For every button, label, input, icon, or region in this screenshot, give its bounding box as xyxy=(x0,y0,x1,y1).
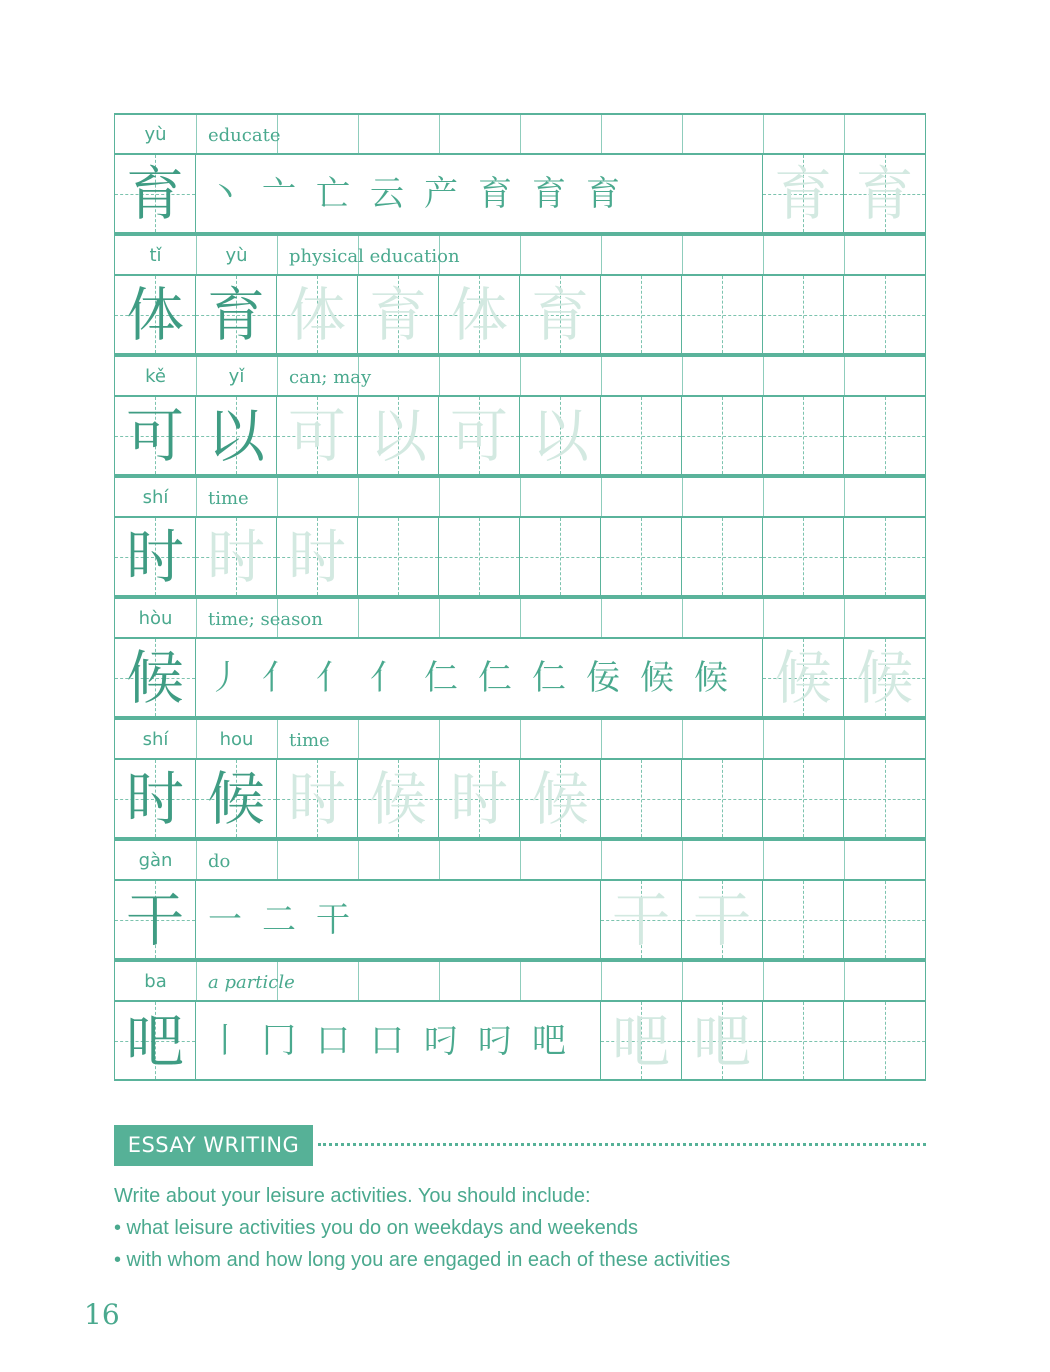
blank-practice-cell[interactable] xyxy=(358,518,439,595)
trace-cell[interactable] xyxy=(520,276,601,353)
model-character-cell xyxy=(115,155,196,232)
essay-bullet-2: • with whom and how long you are engaged in each of these activities xyxy=(114,1249,731,1271)
grid-line xyxy=(196,115,197,153)
guide-line xyxy=(885,1002,886,1079)
grid-line xyxy=(763,962,764,1000)
trace-character: 可 xyxy=(449,401,508,470)
blank-practice-cell[interactable] xyxy=(439,518,520,595)
pinyin-label: gàn xyxy=(138,850,173,871)
pinyin-label: shí xyxy=(142,487,169,508)
trace-cell[interactable] xyxy=(763,639,844,716)
trace-cell[interactable] xyxy=(358,397,439,474)
essay-bullet-1: • what leisure activities you do on weekdays and weekends xyxy=(114,1217,638,1239)
model-character-cell xyxy=(196,276,277,353)
model-character-cell xyxy=(115,639,196,716)
pinyin-label: yù xyxy=(144,124,167,145)
stroke-step: 冂 xyxy=(262,1021,296,1061)
grid-line xyxy=(196,841,197,879)
pinyin-label: tǐ xyxy=(149,245,162,266)
stroke-step: 亻 xyxy=(316,658,350,698)
grid-line xyxy=(358,599,359,637)
stroke-step: 产 xyxy=(424,174,458,214)
grid-line xyxy=(439,478,440,516)
stroke-step: 丨 xyxy=(208,1021,242,1061)
guide-line xyxy=(885,881,886,958)
trace-cell[interactable] xyxy=(520,760,601,837)
blank-practice-cell[interactable] xyxy=(844,760,925,837)
grid-line xyxy=(439,357,440,395)
trace-character: 育 xyxy=(773,159,832,228)
guide-line xyxy=(803,518,804,595)
stroke-step: 候 xyxy=(640,658,674,698)
blank-practice-cell[interactable] xyxy=(601,276,682,353)
stroke-step: 亠 xyxy=(262,174,296,214)
trace-character: 体 xyxy=(287,280,346,349)
stroke-step: 丶 xyxy=(208,174,242,214)
grid-line xyxy=(439,720,440,758)
english-gloss: a particle xyxy=(208,972,295,993)
trace-cell[interactable] xyxy=(601,1002,682,1079)
model-character: 时 xyxy=(125,522,184,591)
trace-cell[interactable] xyxy=(439,276,520,353)
grid-line xyxy=(763,720,764,758)
stroke-order-box xyxy=(196,1002,601,1079)
english-gloss: educate xyxy=(208,125,281,146)
grid-line xyxy=(358,115,359,153)
grid-line xyxy=(844,841,845,879)
grid-line xyxy=(358,478,359,516)
blank-practice-cell[interactable] xyxy=(601,397,682,474)
stroke-step: 丿 xyxy=(208,658,242,698)
trace-character: 候 xyxy=(855,643,914,712)
grid-line xyxy=(520,720,521,758)
grid-line xyxy=(439,115,440,153)
guide-line xyxy=(885,760,886,837)
grid-line xyxy=(601,115,602,153)
grid-line xyxy=(601,962,602,1000)
grid-line xyxy=(763,236,764,274)
grid-line xyxy=(682,478,683,516)
dotted-divider xyxy=(318,1143,926,1146)
stroke-step: 干 xyxy=(316,900,350,940)
english-gloss: can; may xyxy=(289,367,372,388)
trace-character: 候 xyxy=(530,764,589,833)
blank-practice-cell[interactable] xyxy=(763,1002,844,1079)
guide-line xyxy=(885,397,886,474)
grid-line xyxy=(196,599,197,637)
model-character-cell xyxy=(115,760,196,837)
grid-line xyxy=(358,962,359,1000)
guide-line xyxy=(641,760,642,837)
blank-practice-cell[interactable] xyxy=(844,518,925,595)
stroke-step: 吧 xyxy=(532,1021,566,1061)
grid-line xyxy=(196,962,197,1000)
model-character: 育 xyxy=(125,159,184,228)
trace-cell[interactable] xyxy=(277,760,358,837)
model-character-cell xyxy=(115,881,196,958)
grid-line xyxy=(520,599,521,637)
trace-cell[interactable] xyxy=(358,760,439,837)
trace-character: 可 xyxy=(287,401,346,470)
guide-line xyxy=(398,518,399,595)
stroke-step: 仁 xyxy=(424,658,458,698)
guide-line xyxy=(560,518,561,595)
grid-line xyxy=(196,478,197,516)
stroke-order-box xyxy=(196,639,763,716)
trace-cell[interactable] xyxy=(277,518,358,595)
grid-line xyxy=(763,478,764,516)
stroke-step: 佞 xyxy=(586,658,620,698)
trace-character: 时 xyxy=(449,764,508,833)
pinyin-label: yù xyxy=(225,245,248,266)
pinyin-row xyxy=(114,718,926,758)
essay-writing-tag: ESSAY WRITING xyxy=(114,1125,313,1166)
grid-line xyxy=(682,115,683,153)
grid-line xyxy=(763,115,764,153)
pinyin-row xyxy=(114,355,926,395)
stroke-step: 育 xyxy=(532,174,566,214)
grid-line xyxy=(682,841,683,879)
stroke-step: 一 xyxy=(208,900,242,940)
grid-line xyxy=(601,236,602,274)
trace-character: 候 xyxy=(773,643,832,712)
trace-character: 体 xyxy=(449,280,508,349)
trace-cell[interactable] xyxy=(520,397,601,474)
trace-cell[interactable] xyxy=(763,155,844,232)
blank-practice-cell[interactable] xyxy=(763,276,844,353)
trace-cell[interactable] xyxy=(196,518,277,595)
trace-character: 时 xyxy=(206,522,265,591)
guide-line xyxy=(885,518,886,595)
trace-character: 时 xyxy=(287,522,346,591)
stroke-step: 口 xyxy=(316,1021,350,1061)
trace-cell[interactable] xyxy=(844,639,925,716)
character-row xyxy=(114,1000,926,1081)
model-character: 时 xyxy=(125,764,184,833)
trace-cell[interactable] xyxy=(439,760,520,837)
pinyin-row xyxy=(114,960,926,1000)
model-character: 育 xyxy=(206,280,265,349)
trace-cell[interactable] xyxy=(601,881,682,958)
guide-line xyxy=(803,881,804,958)
model-character-cell xyxy=(115,397,196,474)
grid-line xyxy=(358,841,359,879)
stroke-step: 候 xyxy=(694,658,728,698)
stroke-step: 亻 xyxy=(370,658,404,698)
grid-line xyxy=(844,962,845,1000)
model-character-cell xyxy=(115,518,196,595)
grid-line xyxy=(601,599,602,637)
grid-line xyxy=(763,599,764,637)
trace-cell[interactable] xyxy=(277,397,358,474)
pinyin-row xyxy=(114,476,926,516)
model-character: 体 xyxy=(125,280,184,349)
grid-line xyxy=(277,357,278,395)
grid-line xyxy=(520,962,521,1000)
model-character: 候 xyxy=(206,764,265,833)
trace-character: 吧 xyxy=(611,1006,670,1075)
blank-practice-cell[interactable] xyxy=(763,397,844,474)
page-number: 16 xyxy=(84,1298,120,1331)
trace-character: 以 xyxy=(368,401,427,470)
trace-cell[interactable] xyxy=(277,276,358,353)
english-gloss: physical education xyxy=(289,246,460,267)
trace-character: 干 xyxy=(611,885,670,954)
stroke-step: 育 xyxy=(586,174,620,214)
character-practice-grid xyxy=(114,113,926,1081)
blank-practice-cell[interactable] xyxy=(763,760,844,837)
guide-line xyxy=(803,1002,804,1079)
essay-prompt: Write about your leisure activities. You should include: xyxy=(114,1185,591,1207)
grid-line xyxy=(682,599,683,637)
grid-line xyxy=(277,841,278,879)
trace-character: 育 xyxy=(855,159,914,228)
english-gloss: time; season xyxy=(208,609,323,630)
stroke-step: 亡 xyxy=(316,174,350,214)
grid-line xyxy=(520,357,521,395)
stroke-step: 仁 xyxy=(532,658,566,698)
model-character: 候 xyxy=(125,643,184,712)
pinyin-label: yǐ xyxy=(228,366,245,387)
guide-line xyxy=(641,518,642,595)
grid-line xyxy=(844,720,845,758)
model-character: 吧 xyxy=(125,1006,184,1075)
grid-line xyxy=(520,115,521,153)
blank-practice-cell[interactable] xyxy=(682,518,763,595)
english-gloss: time xyxy=(289,730,330,751)
grid-line xyxy=(682,357,683,395)
stroke-step: 亻 xyxy=(262,658,296,698)
blank-practice-cell[interactable] xyxy=(520,518,601,595)
guide-line xyxy=(803,276,804,353)
pinyin-row xyxy=(114,234,926,274)
trace-cell[interactable] xyxy=(844,155,925,232)
blank-practice-cell[interactable] xyxy=(844,276,925,353)
trace-character: 候 xyxy=(368,764,427,833)
blank-practice-cell[interactable] xyxy=(682,760,763,837)
grid-line xyxy=(601,841,602,879)
stroke-step: 云 xyxy=(370,174,404,214)
guide-line xyxy=(885,276,886,353)
pinyin-label: hòu xyxy=(138,608,173,629)
pinyin-label: shí xyxy=(142,729,169,750)
grid-line xyxy=(601,720,602,758)
grid-line xyxy=(601,357,602,395)
stroke-step: 仁 xyxy=(478,658,512,698)
trace-cell[interactable] xyxy=(682,881,763,958)
blank-practice-cell[interactable] xyxy=(844,397,925,474)
guide-line xyxy=(641,397,642,474)
grid-line xyxy=(844,115,845,153)
grid-line xyxy=(277,236,278,274)
grid-line xyxy=(520,478,521,516)
model-character: 以 xyxy=(206,401,265,470)
character-row xyxy=(114,153,926,234)
character-row xyxy=(114,637,926,718)
pinyin-label: ba xyxy=(144,971,167,992)
model-character-cell xyxy=(115,1002,196,1079)
grid-line xyxy=(439,841,440,879)
trace-cell[interactable] xyxy=(439,397,520,474)
blank-practice-cell[interactable] xyxy=(682,397,763,474)
stroke-step: 叼 xyxy=(424,1021,458,1061)
pinyin-label: kě xyxy=(145,366,166,387)
pinyin-row xyxy=(114,839,926,879)
guide-line xyxy=(803,760,804,837)
grid-line xyxy=(682,236,683,274)
grid-line xyxy=(439,599,440,637)
grid-line xyxy=(682,962,683,1000)
guide-line xyxy=(722,760,723,837)
blank-practice-cell[interactable] xyxy=(763,518,844,595)
model-character-cell xyxy=(196,760,277,837)
pinyin-row xyxy=(114,113,926,153)
guide-line xyxy=(722,276,723,353)
blank-practice-cell[interactable] xyxy=(763,881,844,958)
grid-line xyxy=(844,599,845,637)
blank-practice-cell[interactable] xyxy=(601,518,682,595)
guide-line xyxy=(722,397,723,474)
stroke-step: 育 xyxy=(478,174,512,214)
guide-line xyxy=(722,518,723,595)
blank-practice-cell[interactable] xyxy=(844,1002,925,1079)
english-gloss: do xyxy=(208,851,231,872)
trace-character: 育 xyxy=(368,280,427,349)
stroke-order-box xyxy=(196,155,763,232)
grid-line xyxy=(844,357,845,395)
model-character-cell xyxy=(196,397,277,474)
grid-line xyxy=(844,478,845,516)
trace-cell[interactable] xyxy=(358,276,439,353)
character-row xyxy=(114,879,926,960)
model-character-cell xyxy=(115,276,196,353)
grid-line xyxy=(277,720,278,758)
grid-line xyxy=(439,962,440,1000)
blank-practice-cell[interactable] xyxy=(682,276,763,353)
character-row xyxy=(114,274,926,355)
model-character: 干 xyxy=(125,885,184,954)
grid-line xyxy=(601,478,602,516)
grid-line xyxy=(520,841,521,879)
trace-character: 干 xyxy=(692,885,751,954)
trace-cell[interactable] xyxy=(682,1002,763,1079)
character-row xyxy=(114,516,926,597)
model-character: 可 xyxy=(125,401,184,470)
character-row xyxy=(114,395,926,476)
guide-line xyxy=(641,276,642,353)
grid-line xyxy=(763,841,764,879)
trace-character: 以 xyxy=(530,401,589,470)
trace-character: 时 xyxy=(287,764,346,833)
character-row xyxy=(114,758,926,839)
blank-practice-cell[interactable] xyxy=(601,760,682,837)
grid-line xyxy=(844,236,845,274)
pinyin-label: hou xyxy=(219,729,254,750)
guide-line xyxy=(479,518,480,595)
grid-line xyxy=(520,236,521,274)
stroke-order-box xyxy=(196,881,601,958)
trace-character: 育 xyxy=(530,280,589,349)
grid-line xyxy=(682,720,683,758)
stroke-step: 叼 xyxy=(478,1021,512,1061)
guide-line xyxy=(803,397,804,474)
grid-line xyxy=(358,720,359,758)
stroke-step: 二 xyxy=(262,900,296,940)
blank-practice-cell[interactable] xyxy=(844,881,925,958)
stroke-step: 口 xyxy=(370,1021,404,1061)
grid-line xyxy=(763,357,764,395)
pinyin-row xyxy=(114,597,926,637)
grid-line xyxy=(277,478,278,516)
trace-character: 吧 xyxy=(692,1006,751,1075)
english-gloss: time xyxy=(208,488,249,509)
